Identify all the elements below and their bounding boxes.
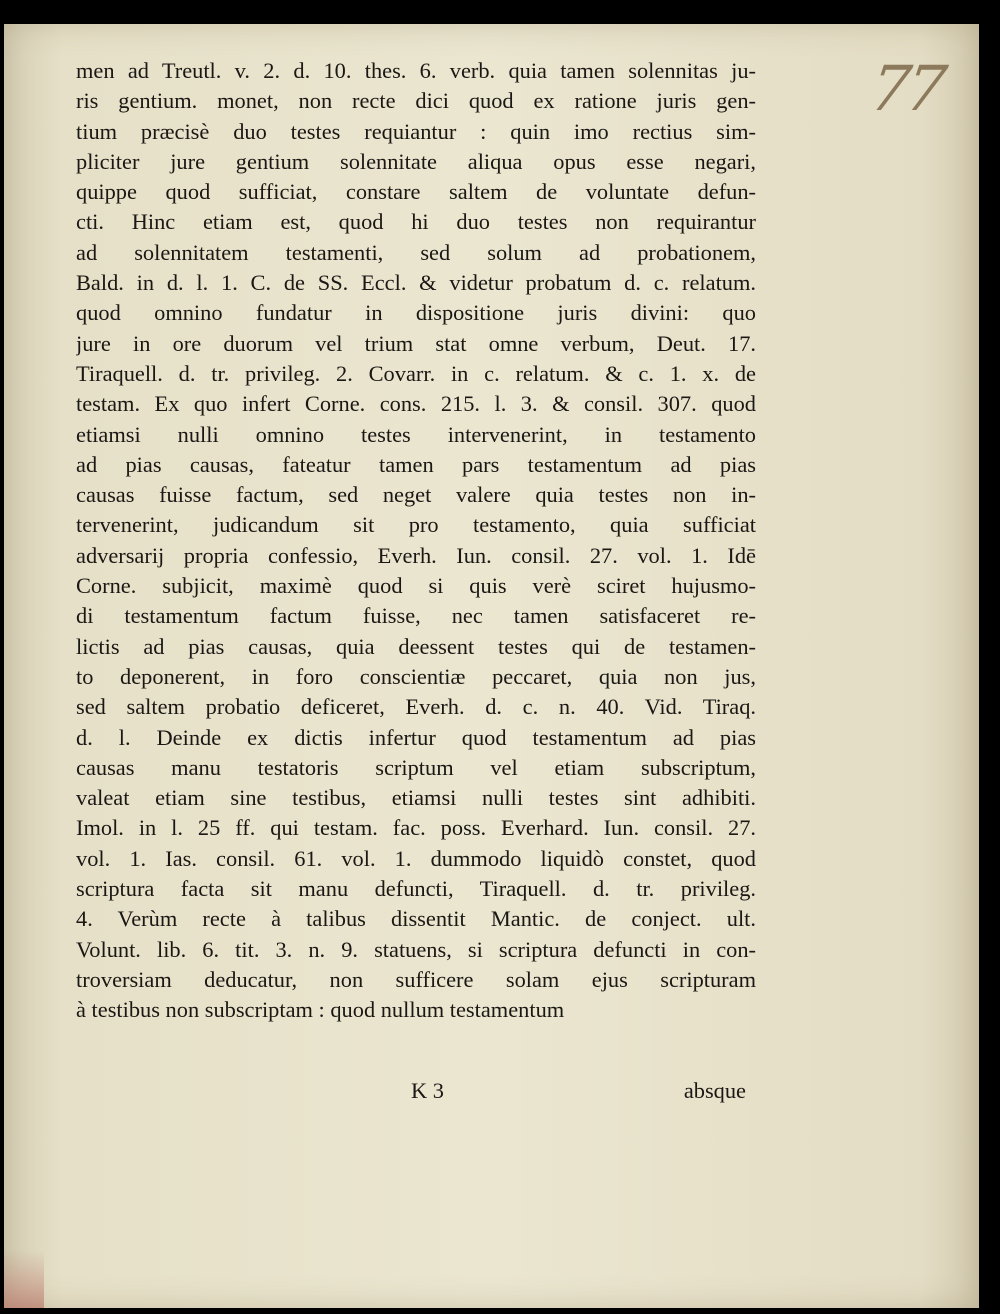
text-line: ris gentium. monet, non recte dici quod ex ratione juris gen- bbox=[76, 88, 756, 114]
text-line: 4. Verùm recte à talibus dissentit Mantic. de conject. ult. bbox=[76, 906, 756, 932]
text-line: Imol. in l. 25 ff. qui testam. fac. poss. Everhard. Iun. consil. 27. bbox=[76, 815, 756, 841]
text-line: jure in ore duorum vel trium stat omne verbum, Deut. 17. bbox=[76, 330, 756, 356]
text-line: etiamsi nulli omnino testes intervenerint, in testamento bbox=[76, 421, 756, 447]
text-line: di testamentum factum fuisse, nec tamen satisfaceret re- bbox=[76, 603, 756, 629]
text-line: valeat etiam sine testibus, etiamsi nulli testes sint adhibiti. bbox=[76, 785, 756, 811]
text-line: causas manu testatoris scriptum vel etiam subscriptum, bbox=[76, 754, 756, 780]
text-line: à testibus non subscriptam : quod nullum testamentum bbox=[76, 997, 565, 1023]
text-line: scriptura facta sit manu defuncti, Tiraquell. d. tr. privileg. bbox=[76, 876, 756, 902]
text-line: testam. Ex quo infert Corne. cons. 215. l. 3. & consil. 307. quod bbox=[76, 391, 756, 417]
text-line: d. l. Deinde ex dictis infertur quod testamentum ad pias bbox=[76, 724, 756, 750]
text-line: Corne. subjicit, maximè quod si quis verè sciret hujusmo- bbox=[76, 573, 756, 599]
text-line: ad solennitatem testamenti, sed solum ad probationem, bbox=[76, 239, 756, 265]
text-line: adversarij propria confessio, Everh. Iun. consil. 27. vol. 1. Idē bbox=[76, 542, 756, 568]
text-line: vol. 1. Ias. consil. 61. vol. 1. dummodo liquidò constet, quod bbox=[76, 845, 756, 871]
text-line: tervenerint, judicandum sit pro testamento, quia sufficiat bbox=[76, 512, 756, 538]
page-stain bbox=[4, 1250, 44, 1308]
text-line: to deponerent, in foro conscientiæ peccaret, quia non jus, bbox=[76, 663, 756, 689]
text-line: quippe quod sufficiat, constare saltem de voluntate defun- bbox=[76, 179, 756, 205]
catchword: absque bbox=[683, 1078, 746, 1103]
text-line: pliciter jure gentium solennitate aliqua opus esse negari, bbox=[76, 148, 756, 174]
page-footer bbox=[76, 1078, 746, 1112]
text-line: tium præcisè duo testes requiantur : quin imo rectius sim- bbox=[76, 118, 756, 144]
text-line: quod omnino fundatur in dispositione juris divini: quo bbox=[76, 300, 756, 326]
text-line: ad pias causas, fateatur tamen pars testamentum ad pias bbox=[76, 451, 756, 477]
signature-mark: K 3 bbox=[411, 1078, 444, 1103]
folio-number: 77 bbox=[865, 52, 948, 125]
text-line: Volunt. lib. 6. tit. 3. n. 9. statuens, si scriptura defuncti in con- bbox=[76, 936, 756, 962]
text-line: sed saltem probatio deficeret, Everh. d. c. n. 40. Vid. Tiraq. bbox=[76, 694, 756, 720]
body-text bbox=[76, 56, 756, 1026]
text-line: troversiam deducatur, non sufficere solam ejus scripturam bbox=[76, 966, 756, 992]
text-line: men ad Treutl. v. 2. d. 10. thes. 6. verb. quia tamen solennitas ju- bbox=[76, 58, 756, 83]
text-line: causas fuisse factum, sed neget valere quia testes non in- bbox=[76, 482, 756, 508]
text-line: Bald. in d. l. 1. C. de SS. Eccl. & videtur probatum d. c. relatum. bbox=[76, 270, 756, 296]
text-line: lictis ad pias causas, quia deessent testes qui de testamen- bbox=[76, 633, 756, 659]
text-line: Tiraquell. d. tr. privileg. 2. Covarr. in c. relatum. & c. 1. x. de bbox=[76, 360, 756, 386]
text-line: cti. Hinc etiam est, quod hi duo testes non requirantur bbox=[76, 209, 756, 235]
